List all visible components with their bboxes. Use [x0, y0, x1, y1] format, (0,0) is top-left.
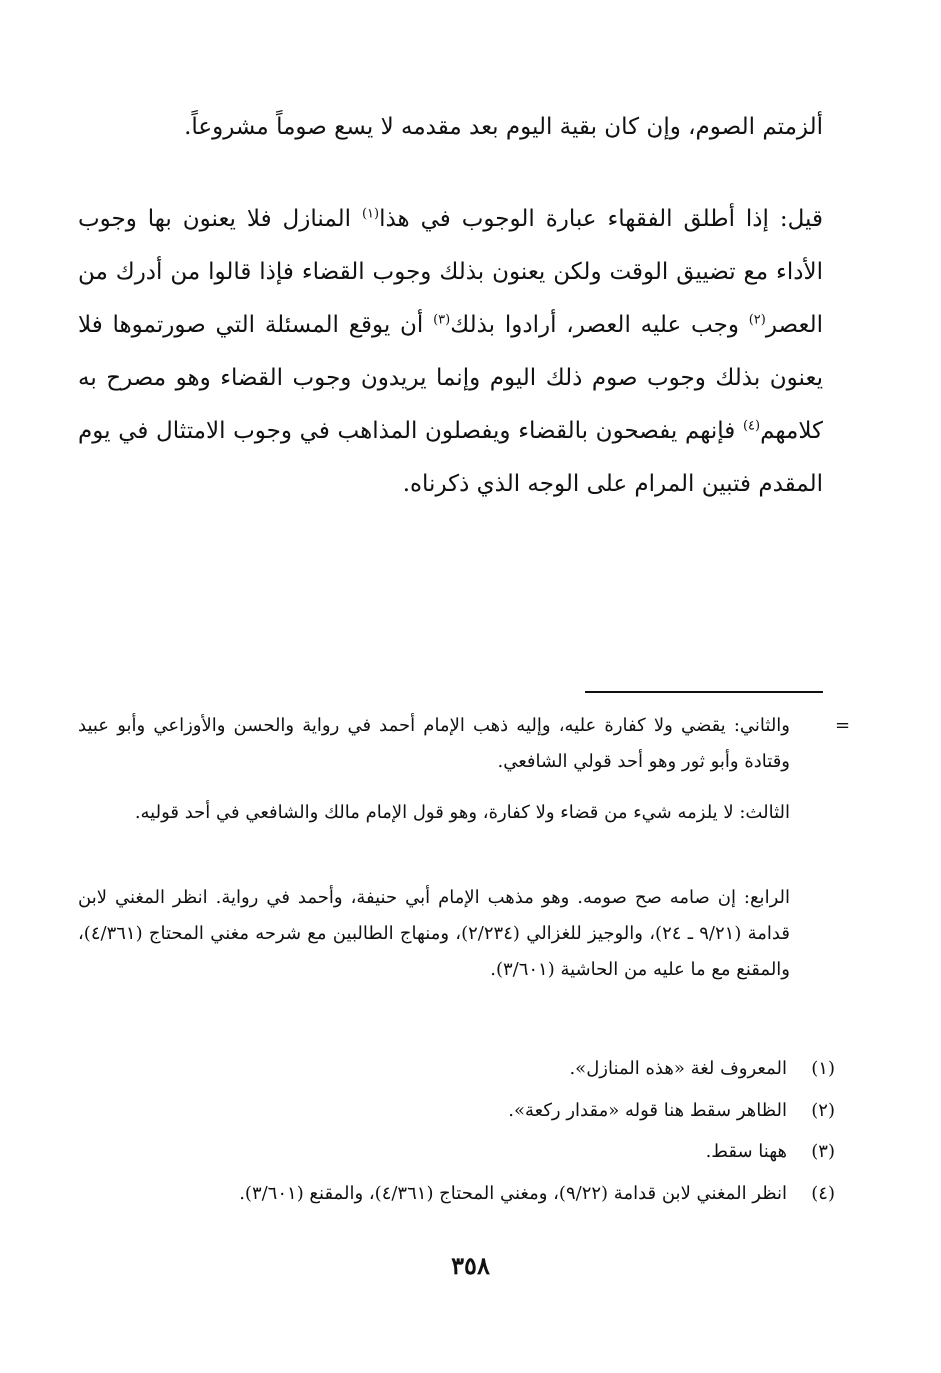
footnote-3	[78, 1138, 835, 1166]
footnote-number: (٣)	[811, 1141, 835, 1162]
footnote-continued-third-opinion: الثالث: لا يلزمه شيء من قضاء ولا كفارة، وهو قول الإمام مالك والشافعي في أحد قوليه.	[134, 802, 790, 823]
footnote-continuation-mark: =	[835, 715, 851, 736]
page-number: ٣٥٨	[451, 1251, 490, 1280]
paragraph-text: أن يوقع المسئلة التي صورتموها فلا يعنون بذلك وجوب صوم ذلك اليوم وإنما يريدون وجوب القضاء وهو مصرح به كلامهم	[78, 312, 823, 444]
footnote-text: المعروف لغة «هذه المنازل».	[569, 1058, 787, 1079]
footnote-text: ههنا سقط.	[705, 1141, 787, 1162]
footnote-number: (٤)	[811, 1183, 835, 1204]
footnote-ref-4: (٤)	[742, 418, 761, 434]
footnote-ref-2: (٢)	[748, 312, 766, 328]
footnote-text: انظر المغني لابن قدامة (٩/٢٢)، ومغني المحتاج (٤/٣٦١)، والمقنع (٣/٦٠١).	[239, 1183, 787, 1204]
footnote-ref-1: (١)	[361, 206, 380, 222]
footnote-continued-fourth-opinion: الرابع: إن صامه صح صومه. وهو مذهب الإمام أبي حنيفة، وأحمد في رواية. انظر المغني لابن قدامة (٩/٢١ ـ ٢٤)، والوجيز للغزالي (٢/٢٣٤)، ومنهاج الطالبين مع شرحه مغني المحتاج (٤/٣٦١)، والمقنع مع ما عليه من الحاشية (٣/٦٠١).	[78, 887, 790, 980]
paragraph-text: فإنهم يفصحون بالقضاء ويفصلون المذاهب في وجوب الامتثال في يوم المقدم فتبين المرام على الوجه الذي ذكرناه.	[78, 418, 823, 497]
footnote-1	[78, 1055, 835, 1083]
footnote-4	[78, 1180, 835, 1208]
footnote-text: الظاهر سقط هنا قوله «مقدار ركعة».	[508, 1100, 787, 1121]
footnote-divider	[585, 691, 823, 693]
footnote-2	[78, 1097, 835, 1125]
main-paragraph-2	[78, 193, 823, 511]
footnote-continued-second-opinion: والثاني: يقضي ولا كفارة عليه، وإليه ذهب الإمام أحمد في رواية والحسن والأوزاعي وأبو عبيد وقتادة وأبو ثور وهو أحد قولي الشافعي.	[78, 715, 790, 772]
paragraph-text: وجب عليه العصر، أرادوا بذلك	[450, 312, 749, 338]
paragraph-text: المنازل فلا يعنون بها وجوب الأداء مع تضييق الوقت ولكن يعنون بذلك وجوب القضاء فإذا قالوا من أدرك من العصر	[78, 206, 823, 338]
paragraph-text: قيل: إذا أطلق الفقهاء عبارة الوجوب في هذا	[379, 206, 823, 232]
footnote-number: (٢)	[811, 1100, 835, 1121]
main-paragraph-1: ألزمتم الصوم، وإن كان بقية اليوم بعد مقدمه لا يسع صوماً مشروعاً.	[184, 114, 823, 140]
footnote-number: (١)	[811, 1058, 835, 1079]
footnote-ref-3: (٣)	[433, 312, 451, 328]
